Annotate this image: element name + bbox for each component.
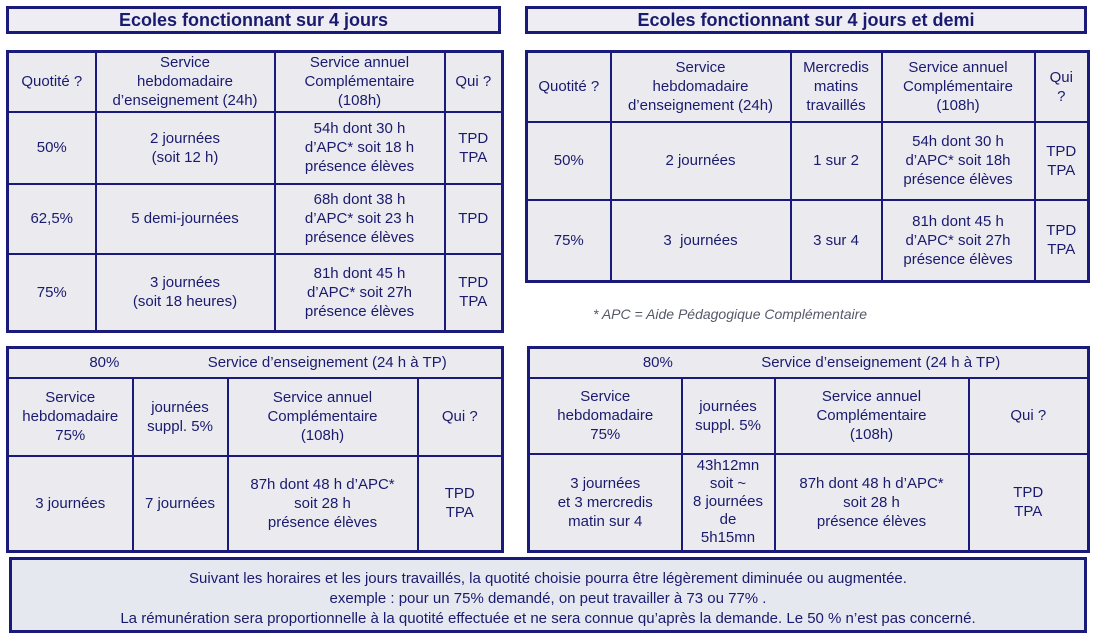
header-annuel: Service annuel Complémentaire (108h): [882, 52, 1035, 122]
table-row: [8, 254, 503, 332]
table-row: [8, 184, 503, 254]
header-qui: Qui ?: [445, 52, 503, 112]
apc-footnote: * APC = Aide Pédagogique Complémentaire: [593, 306, 868, 322]
service-cell: 2 journées (soit 12 h): [96, 112, 275, 184]
service-cell: 3 journées et 3 mercredis matin sur 4: [529, 454, 682, 552]
header-quotite: Quotité ?: [8, 52, 96, 112]
footer-line: La rémunération sera proportionnelle à la quotité effectuée et ne sera connue qu’après la demande. Le 50 % n’est pas concerné.: [120, 610, 976, 627]
annuel-cell: 54h dont 30 h d’APC* soit 18h présence élèves: [882, 122, 1035, 200]
footer-line: exemple : pour un 75% demandé, on peut travailler à 73 ou 77% .: [329, 590, 767, 607]
right-quotite-table: [525, 50, 1090, 283]
header-annuel: Service annuel Complémentaire (108h): [775, 378, 969, 454]
left-80-table: [6, 346, 504, 553]
right-title: Ecoles fonctionnant sur 4 jours et demi: [525, 6, 1087, 34]
annuel-cell: 54h dont 30 h d’APC* soit 18 h présence élèves: [275, 112, 445, 184]
quotite-cell: 50%: [8, 112, 96, 184]
header-annuel: Service annuel Complémentaire (108h): [275, 52, 445, 112]
header-qui: Qui ?: [969, 378, 1089, 454]
left-title: Ecoles fonctionnant sur 4 jours: [6, 6, 501, 34]
annuel-cell: 81h dont 45 h d’APC* soit 27h présence élèves: [882, 200, 1035, 282]
header-service: Service hebdomadaire 75%: [8, 378, 133, 456]
qui-cell: TPD TPA: [969, 454, 1089, 552]
qui-cell: TPD: [445, 184, 503, 254]
header-service: Service hebdomadaire 75%: [529, 378, 682, 454]
header-suppl: journées suppl. 5%: [682, 378, 775, 454]
quotite-cell: 75%: [527, 200, 611, 282]
annuel-cell: 87h dont 48 h d’APC* soit 28 h présence élèves: [228, 456, 418, 552]
footer-line: Suivant les horaires et les jours travaillés, la quotité choisie pourra être légèrement diminuée ou augmentée.: [189, 570, 907, 587]
service-cell: 2 journées: [611, 122, 791, 200]
header-annuel: Service annuel Complémentaire (108h): [228, 378, 418, 456]
table-row: [8, 112, 503, 184]
service-cell: 3 journées (soit 18 heures): [96, 254, 275, 332]
table-row: [529, 454, 1089, 552]
header-service: Service hebdomadaire d’enseignement (24h): [611, 52, 791, 122]
quotite-cell: 62,5%: [8, 184, 96, 254]
header-suppl: journées suppl. 5%: [133, 378, 228, 456]
percent-label: 80%: [89, 354, 120, 372]
percent-label: 80%: [642, 354, 673, 372]
header-qui: Qui ?: [418, 378, 503, 456]
quotite-cell: 50%: [527, 122, 611, 200]
mercredis-cell: 1 sur 2: [791, 122, 882, 200]
annuel-cell: 68h dont 38 h d’APC* soit 23 h présence élèves: [275, 184, 445, 254]
qui-cell: TPD TPA: [418, 456, 503, 552]
left-quotite-table: [6, 50, 504, 333]
service-cell: 3 journées: [611, 200, 791, 282]
qui-cell: TPD TPA: [1035, 122, 1089, 200]
quotite-cell: 75%: [8, 254, 96, 332]
annuel-cell: 87h dont 48 h d’APC* soit 28 h présence élèves: [775, 454, 969, 552]
qui-cell: TPD TPA: [445, 112, 503, 184]
table-row: [8, 456, 503, 552]
left-80-header: [8, 348, 503, 378]
header-service: Service hebdomadaire d’enseignement (24h): [96, 52, 275, 112]
footer-note: [9, 557, 1087, 633]
qui-cell: TPD TPA: [445, 254, 503, 332]
header-qui: Qui ?: [1035, 52, 1089, 122]
header-mercredis: Mercredis matins travaillés: [791, 52, 882, 122]
service-cell: 3 journées: [8, 456, 133, 552]
suppl-cell: 43h12mn soit ~ 8 journées de 5h15mn: [682, 454, 775, 552]
service-label: Service d’enseignement (24 h à TP): [207, 354, 447, 372]
table-row: [527, 200, 1089, 282]
service-cell: 5 demi-journées: [96, 184, 275, 254]
suppl-cell: 7 journées: [133, 456, 228, 552]
right-80-table: [527, 346, 1090, 553]
right-80-header: [529, 348, 1089, 378]
qui-cell: TPD TPA: [1035, 200, 1089, 282]
annuel-cell: 81h dont 45 h d’APC* soit 27h présence élèves: [275, 254, 445, 332]
table-row: [527, 122, 1089, 200]
header-quotite: Quotité ?: [527, 52, 611, 122]
service-label: Service d’enseignement (24 h à TP): [761, 354, 1001, 372]
mercredis-cell: 3 sur 4: [791, 200, 882, 282]
